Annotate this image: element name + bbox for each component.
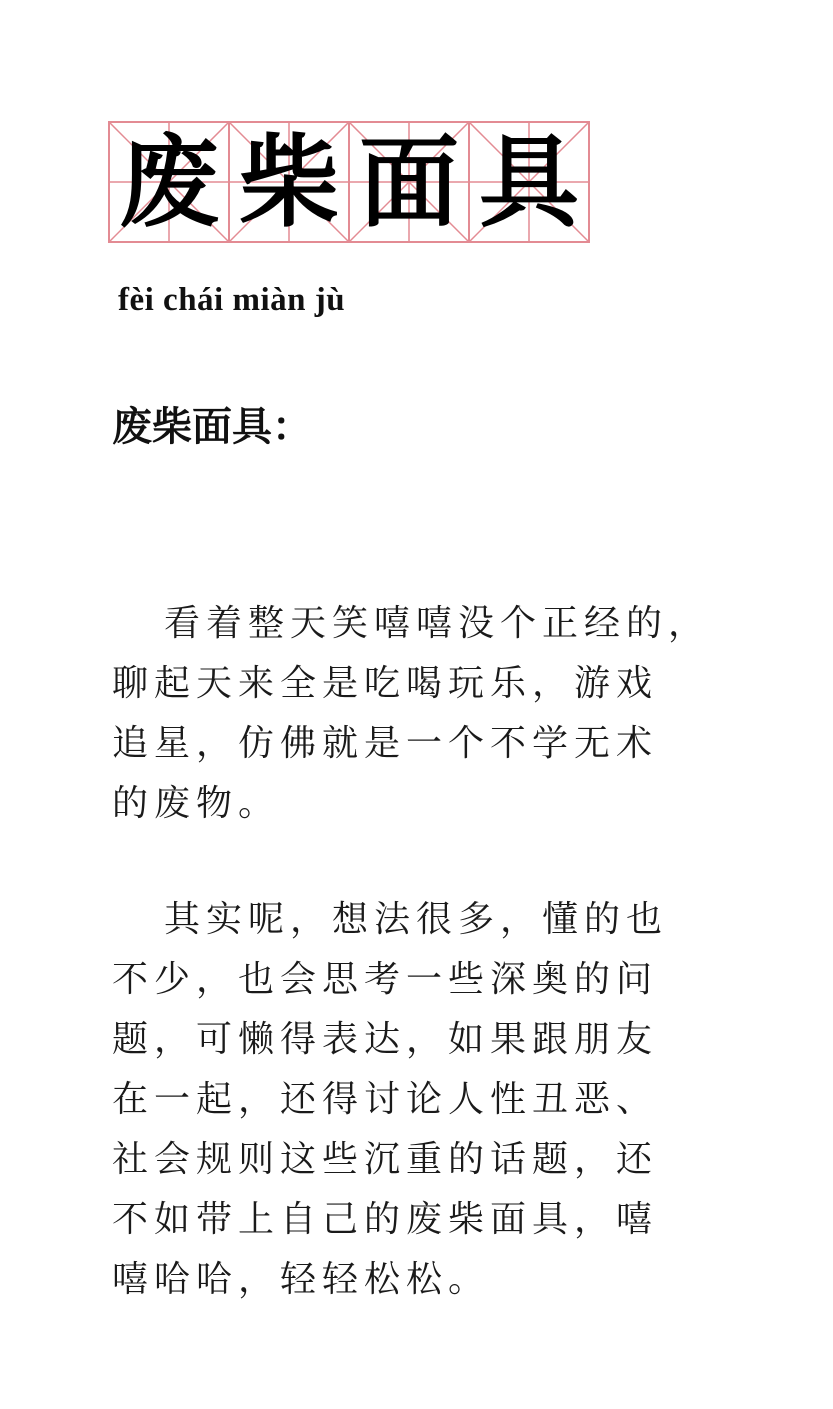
title-grid xyxy=(108,121,590,243)
title-cell-3 xyxy=(350,123,470,241)
paragraph-line: 其实呢，想法很多，懂的也 xyxy=(164,899,669,940)
paragraph-line: 嘻哈哈，轻轻松松。 xyxy=(112,1259,491,1300)
paragraph-1 xyxy=(112,594,712,834)
section-heading: 废柴面具： xyxy=(112,404,312,450)
title-cell-2 xyxy=(230,123,350,241)
paragraph-line: 聊起天来全是吃喝玩乐，游戏 xyxy=(112,663,659,704)
title-char-1: 废 xyxy=(119,123,219,241)
title-char-3: 面 xyxy=(359,123,459,241)
paragraph-line: 不如带上自己的废柴面具，嘻 xyxy=(112,1199,659,1240)
paragraph-2 xyxy=(112,890,712,1310)
paragraph-line: 看着整天笑嘻嘻没个正经的， xyxy=(164,603,711,644)
title-cell-4 xyxy=(470,123,588,241)
paragraph-line: 题，可懒得表达，如果跟朋友 xyxy=(112,1019,659,1060)
paragraph-line: 的废物。 xyxy=(112,783,281,824)
paragraph-line: 追星，仿佛就是一个不学无术 xyxy=(112,723,659,764)
title-cell-1 xyxy=(110,123,230,241)
pinyin: fèi chái miàn jù xyxy=(118,282,346,318)
paragraph-line: 社会规则这些沉重的话题，还 xyxy=(112,1139,659,1180)
title-char-4: 具 xyxy=(479,123,579,241)
title-char-2: 柴 xyxy=(239,123,339,241)
paragraph-line: 不少，也会思考一些深奥的问 xyxy=(112,959,659,1000)
paragraph-line: 在一起，还得讨论人性丑恶、 xyxy=(112,1079,659,1120)
